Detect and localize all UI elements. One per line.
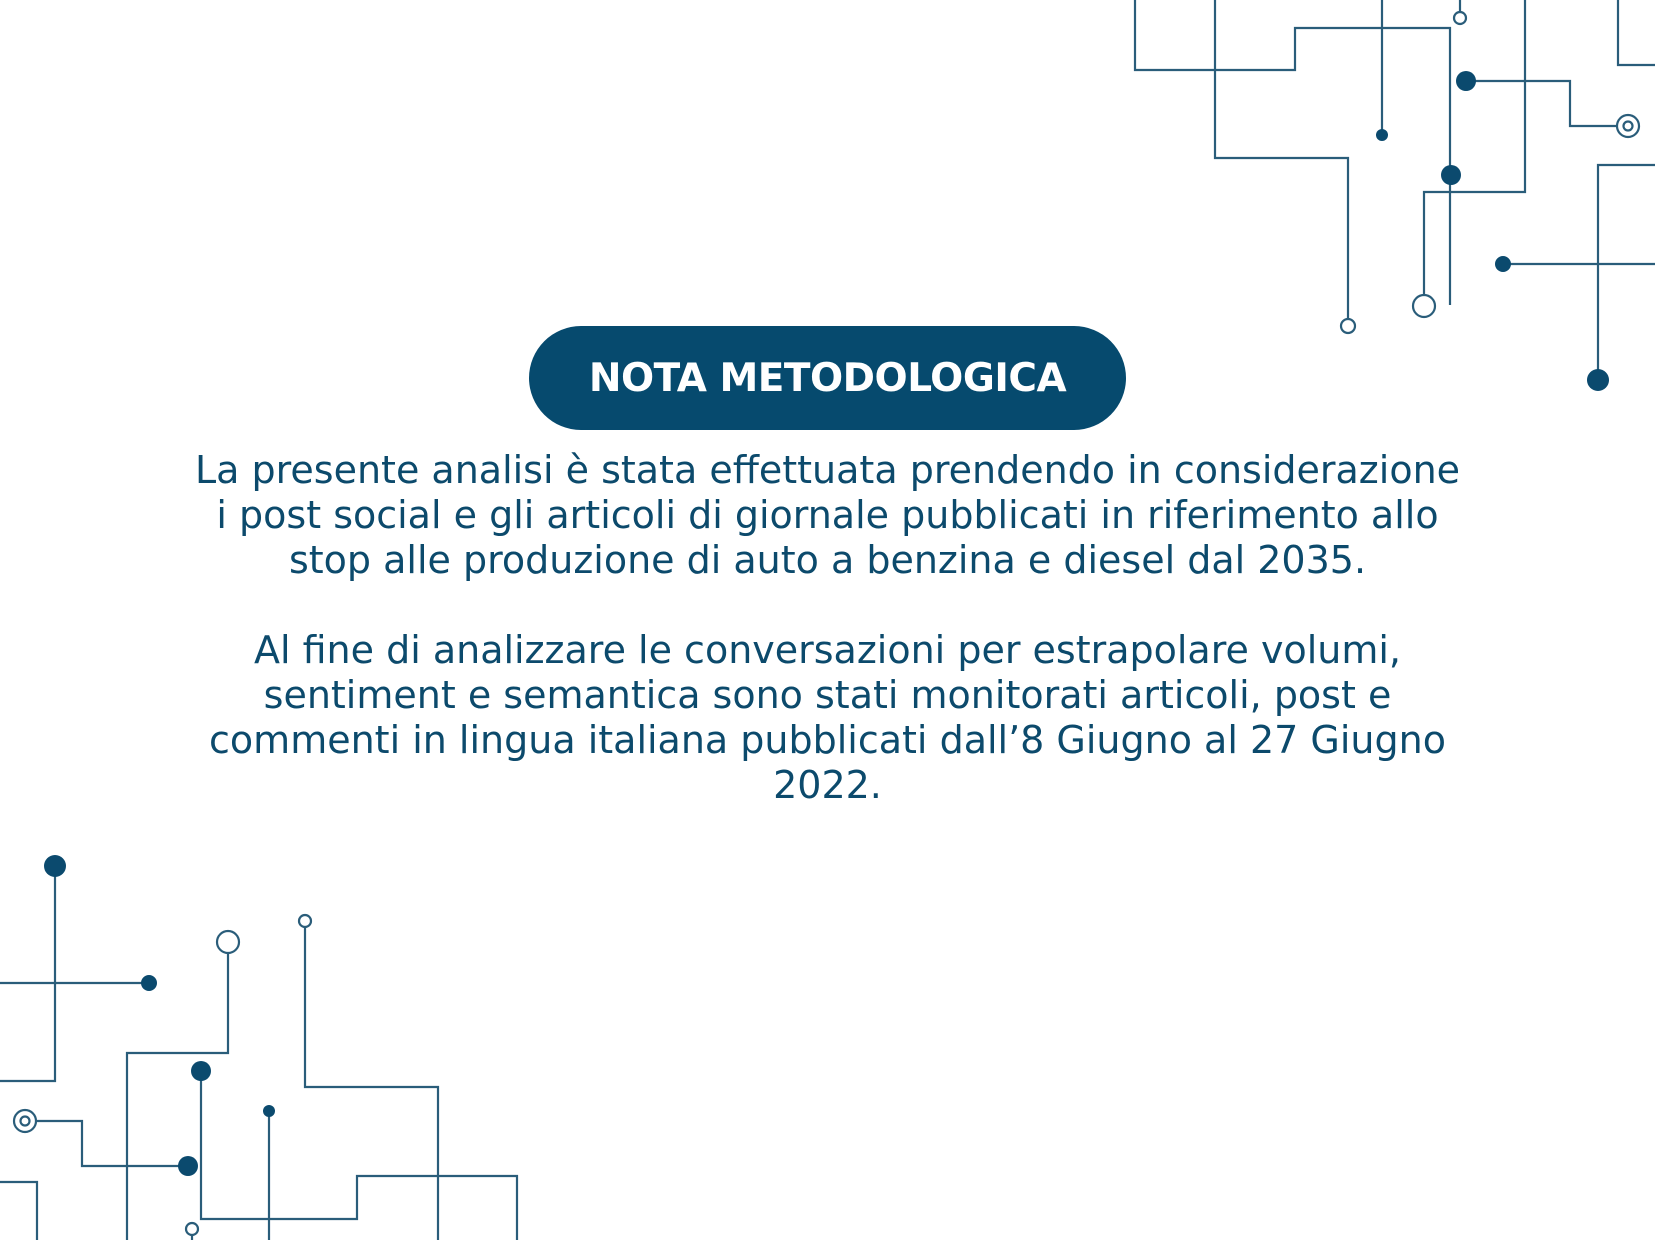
paragraph-scope: Al fine di analizzare le conversazioni per estrapolare volumi, sentiment e semantica sono stati monitorati articoli, post e commenti in lingua italiana pubblicati dall’8 Giugno al 27 Giugno 2022. xyxy=(209,628,1446,807)
page-title: NOTA METODOLOGICA xyxy=(588,355,1067,401)
paragraph-intro: La presente analisi è stata effettuata prendendo in considerazione i post social e gli articoli di giornale pubblicati in riferimento allo stop alle produzione di auto a benzina e diesel dal 2035. xyxy=(194,448,1461,582)
methodology-text xyxy=(190,448,1465,808)
section-title-badge xyxy=(529,326,1126,430)
